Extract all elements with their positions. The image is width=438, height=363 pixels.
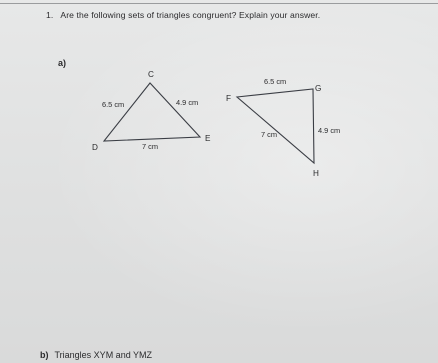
question-number: 1. xyxy=(46,10,54,20)
side-de-length: 7 cm xyxy=(142,142,159,151)
vertex-g: G xyxy=(315,84,322,93)
vertex-c: C xyxy=(148,70,154,79)
question-text: Are the following sets of triangles congruent? Explain your answer. xyxy=(60,10,321,20)
vertex-h: H xyxy=(313,169,319,178)
side-dc-length: 6.5 cm xyxy=(102,100,125,109)
vertex-e: E xyxy=(205,134,211,143)
triangle-cde xyxy=(92,70,211,152)
part-b-text: Triangles XYM and YMZ xyxy=(54,350,153,360)
part-a-label: a) xyxy=(58,58,67,68)
triangle-fgh xyxy=(226,77,340,178)
triangle-cde-outline xyxy=(104,83,200,141)
vertex-d: D xyxy=(92,143,98,152)
vertex-f: F xyxy=(226,94,232,103)
triangle-fgh-outline xyxy=(237,89,314,163)
part-b xyxy=(40,350,152,360)
side-ce-length: 4.9 cm xyxy=(176,98,199,107)
side-gh-length: 4.9 cm xyxy=(318,126,341,135)
side-fh-length: 7 cm xyxy=(261,130,278,139)
part-b-label: b) xyxy=(40,350,49,360)
side-fg-length: 6.5 cm xyxy=(264,77,287,86)
